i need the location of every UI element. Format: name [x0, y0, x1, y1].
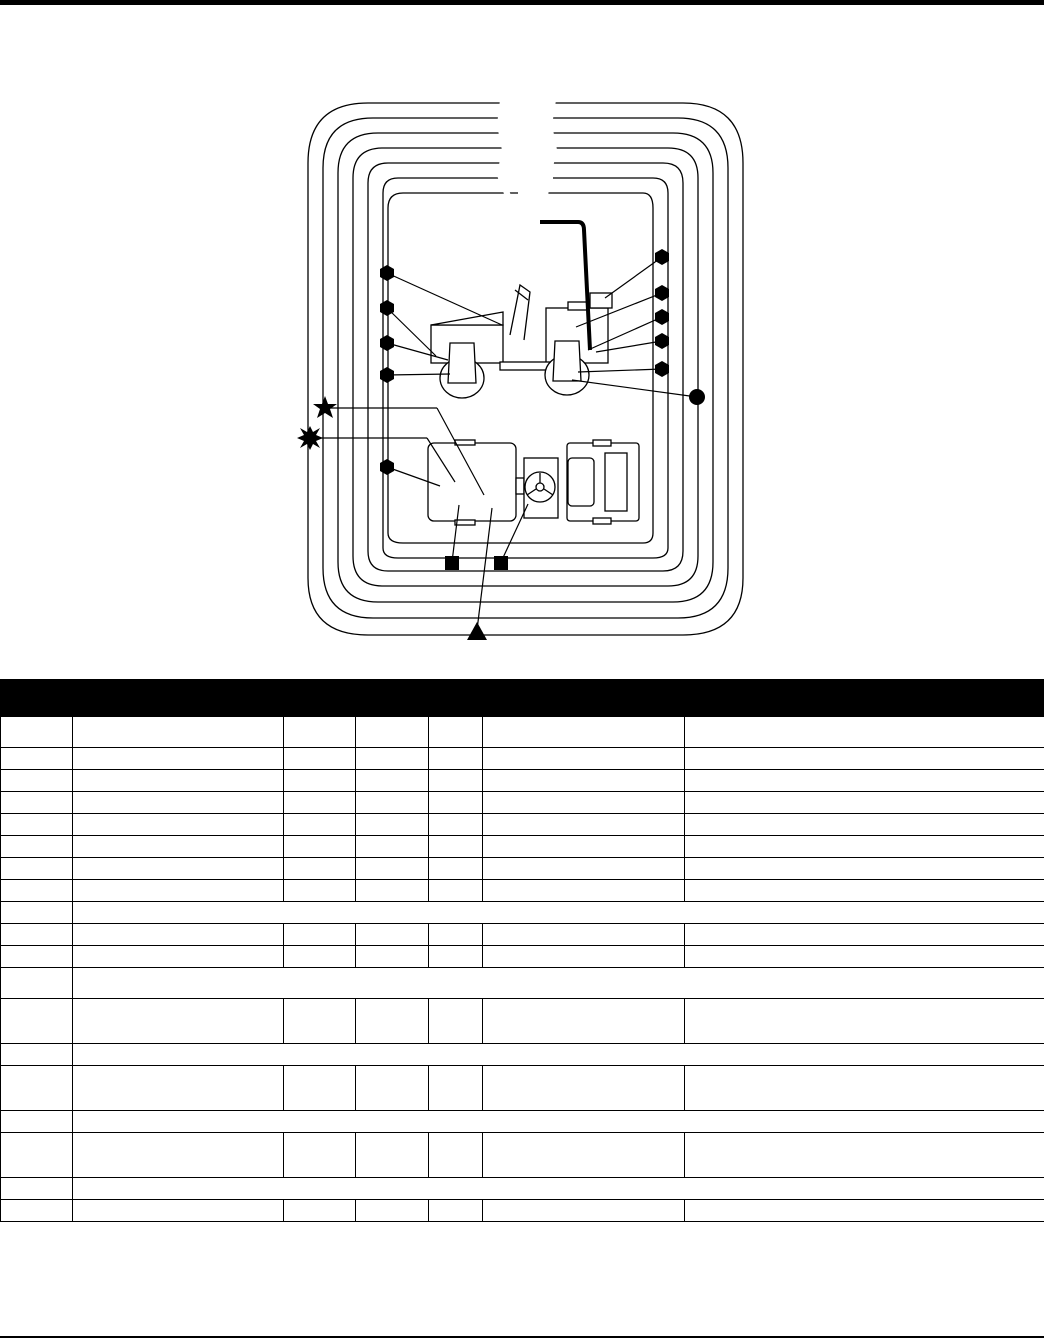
hexagon-marker: [655, 361, 669, 377]
hexagon-marker: [655, 309, 669, 325]
table-header-bar: [0, 679, 1044, 716]
table-row: [1, 748, 1044, 770]
hexagon-marker: [655, 333, 669, 349]
hexagon-marker: [380, 459, 394, 475]
table-row: [1, 1066, 1044, 1111]
table-row: [1, 999, 1044, 1044]
table-row: [1, 924, 1044, 946]
table-row: [1, 858, 1044, 880]
hexagon-marker: [380, 367, 394, 383]
triangle-marker: [467, 622, 487, 640]
hexagon-marker: [380, 335, 394, 351]
table-span-row: [1, 1044, 1044, 1066]
table-row: [1, 792, 1044, 814]
square-marker: [494, 556, 508, 570]
hexagon-marker: [655, 285, 669, 301]
table-row: [1, 836, 1044, 858]
circle-marker: [689, 389, 705, 405]
table-span-row: [1, 968, 1044, 999]
maintenance-diagram: [0, 0, 1044, 660]
square-marker: [445, 556, 459, 570]
table-row: [1, 770, 1044, 792]
roller-side-view: [431, 285, 612, 398]
table-row: [1, 1133, 1044, 1178]
table-row: [1, 814, 1044, 836]
table-row: [1, 880, 1044, 902]
maintenance-schedule-table: [0, 716, 1044, 1222]
star-marker: [313, 396, 337, 418]
table-row: [1, 946, 1044, 968]
bottom-rule: [0, 1336, 1044, 1338]
table-span-row: [1, 1111, 1044, 1133]
table-row: [1, 717, 1044, 748]
table-span-row: [1, 902, 1044, 924]
table-span-row: [1, 1178, 1044, 1200]
hexagon-marker: [380, 265, 394, 281]
hexagon-marker: [655, 249, 669, 265]
starburst-marker: [297, 426, 323, 450]
table-row: [1, 1200, 1044, 1222]
roller-top-view: [428, 440, 639, 525]
